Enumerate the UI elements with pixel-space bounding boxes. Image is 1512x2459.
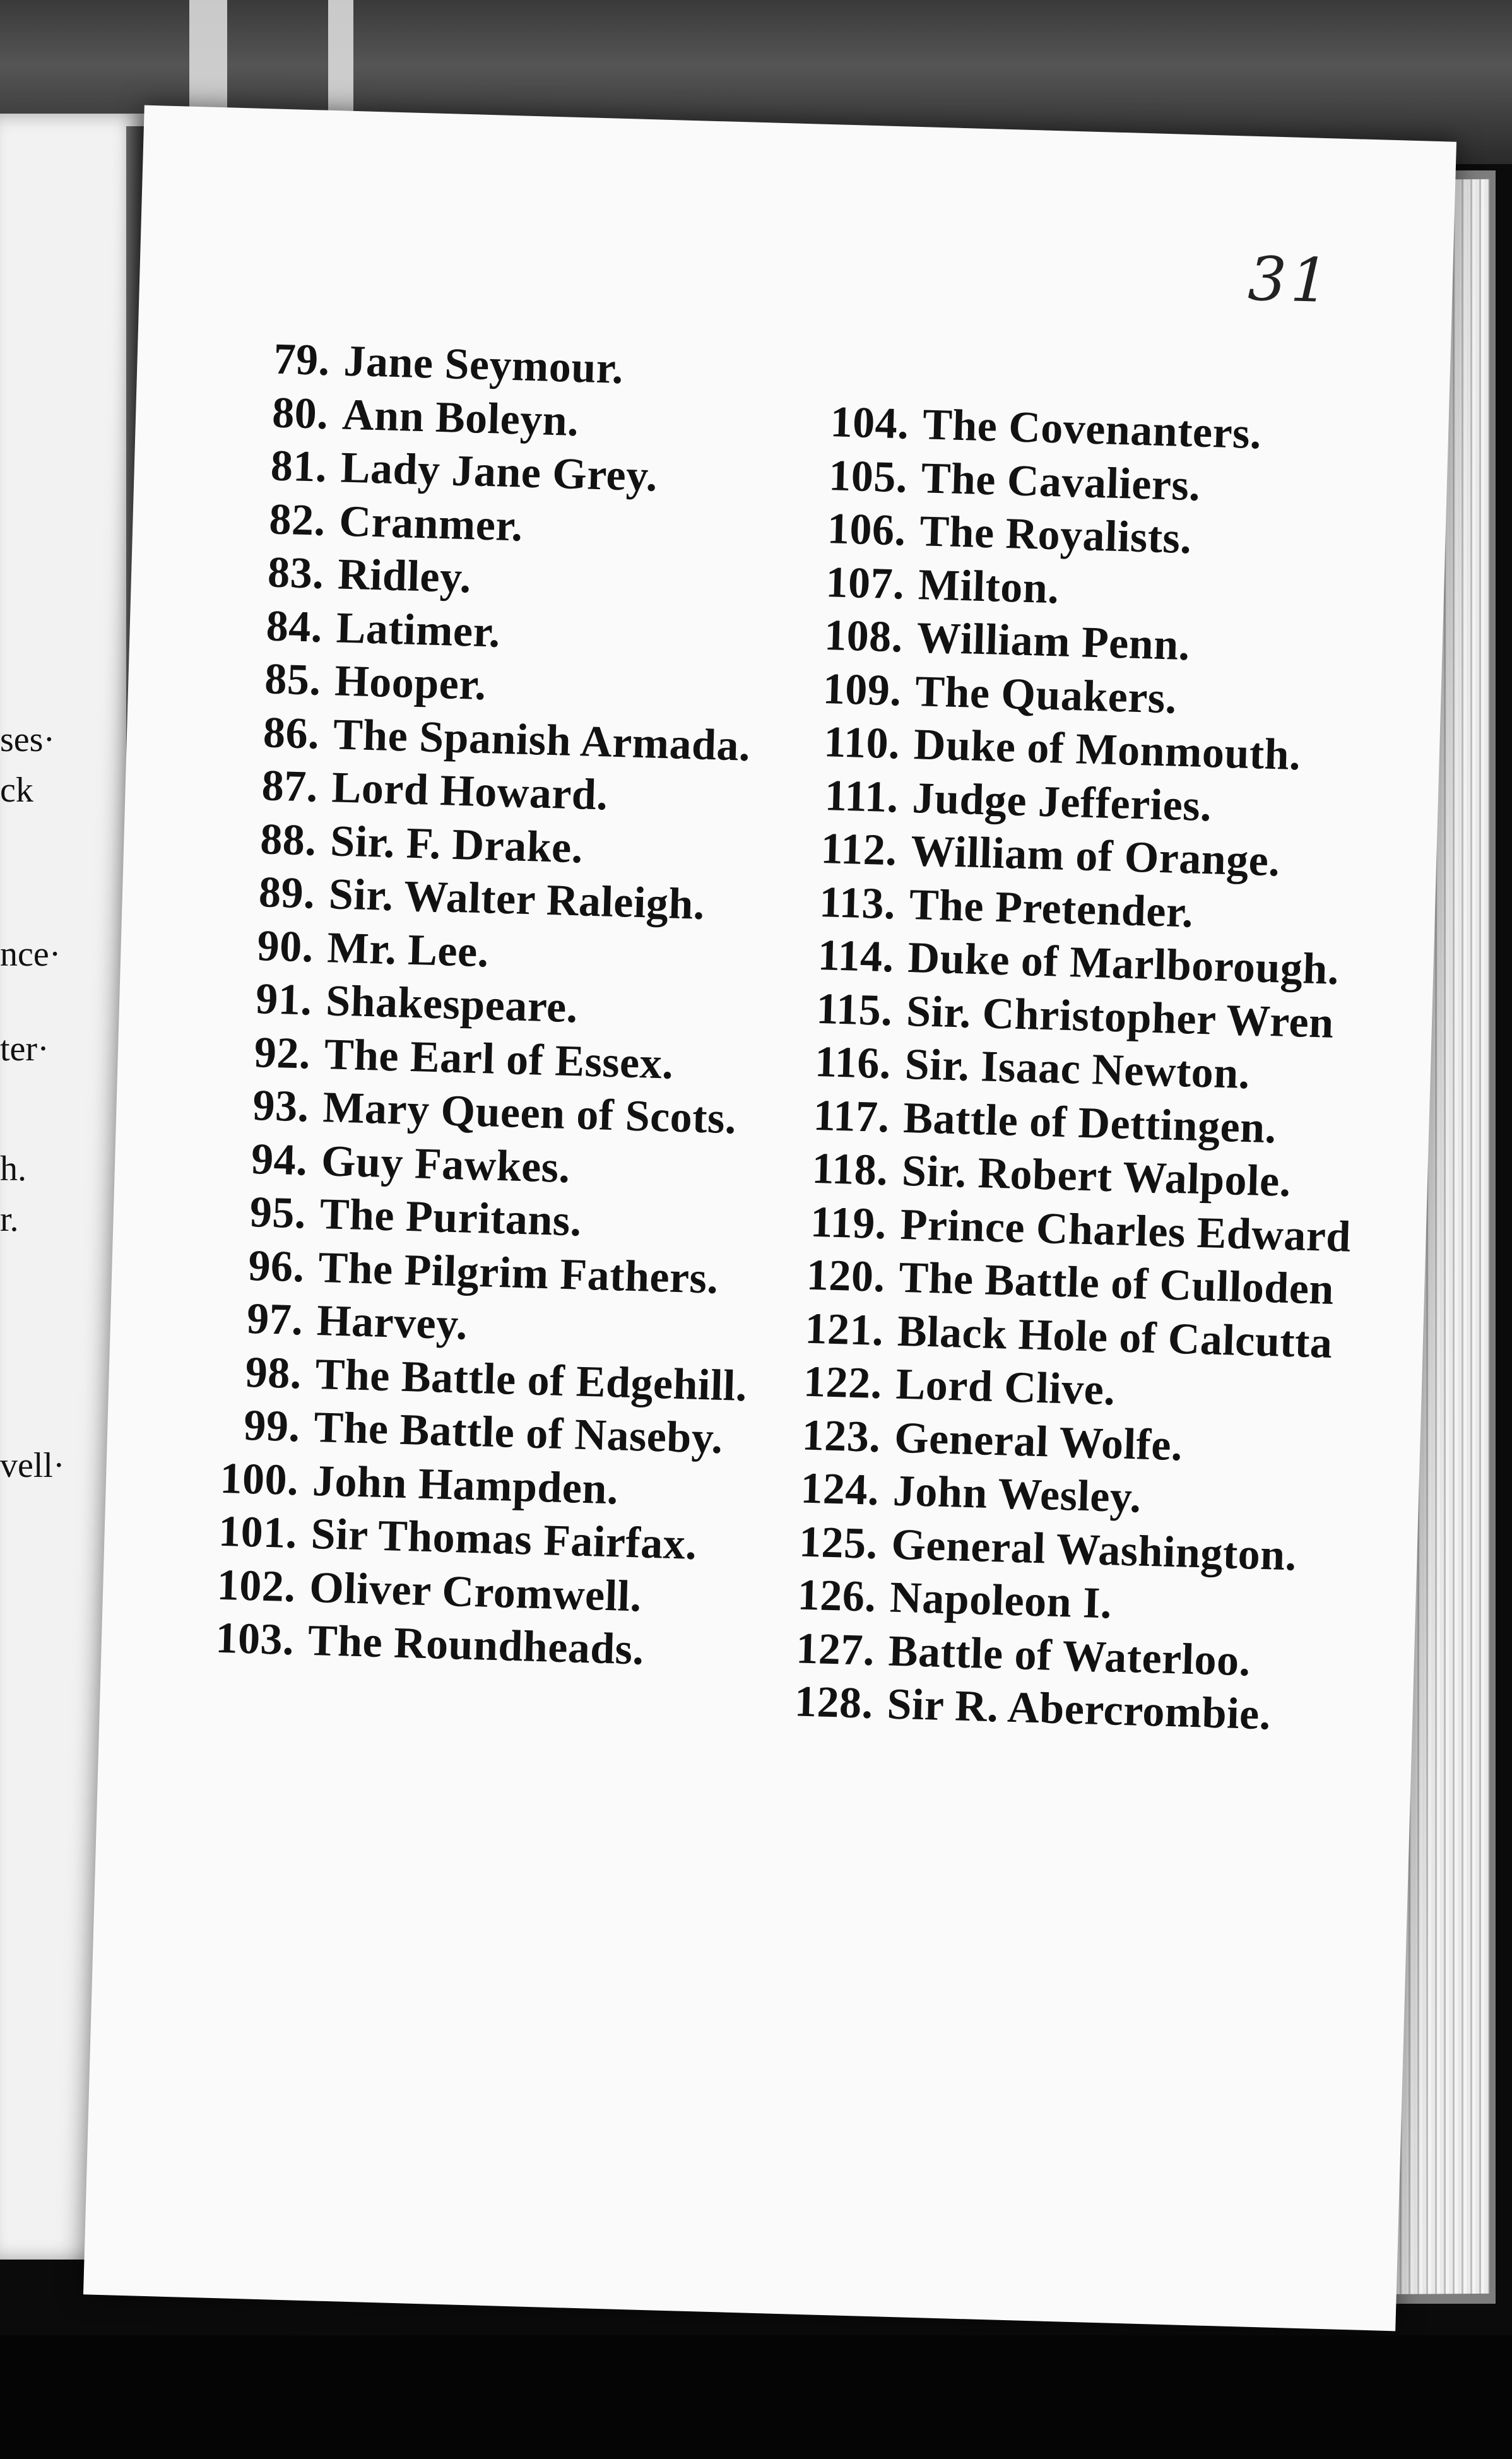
entry-text: Duke of Monmouth. <box>913 720 1302 780</box>
entry-text: John Hampden. <box>312 1456 619 1514</box>
entry-text: The Royalists. <box>919 507 1193 564</box>
entry-text: John Wesley. <box>892 1466 1142 1522</box>
entry-number: 123. <box>801 1411 882 1462</box>
entry-text: Ridley. <box>337 550 472 603</box>
entry-number: 127. <box>795 1623 876 1675</box>
entry-text: Ann Boleyn. <box>341 390 580 446</box>
entry-text: Sir. Robert Walpole. <box>901 1146 1292 1207</box>
entry-number: 103. <box>215 1613 295 1665</box>
entry-number: 85. <box>264 655 322 705</box>
page-number: 31 <box>1247 243 1334 317</box>
entry-number: 108. <box>824 611 904 662</box>
entry-text: The Roundheads. <box>307 1616 645 1674</box>
entry-text: Battle of Dettingen. <box>902 1093 1277 1152</box>
entry-text: Judge Jefferies. <box>911 773 1213 831</box>
entry-number: 118. <box>811 1144 889 1195</box>
entry-number: 126. <box>796 1570 877 1621</box>
entry-text: Napoleon I. <box>889 1573 1113 1628</box>
entry-text: The Battle of Culloden <box>898 1253 1335 1314</box>
entry-text: Black Hole of Calcutta <box>897 1307 1333 1368</box>
entry-text: Guy Fawkes. <box>321 1136 571 1192</box>
entry-text: Latimer. <box>335 603 501 657</box>
entry-number: 97. <box>246 1294 304 1345</box>
entry-text: Lady Jane Grey. <box>340 443 658 501</box>
entry-number: 91. <box>255 975 313 1025</box>
entry-text: Jane Seymour. <box>343 336 624 393</box>
left-page-fragment: ter· <box>0 1029 49 1069</box>
entry-column-right <box>743 394 1374 1744</box>
left-page-fragment: h. <box>0 1149 27 1188</box>
entry-number: 89. <box>258 868 316 918</box>
entry-text: Sir R. Abercrombie. <box>886 1680 1272 1739</box>
entry-number: 92. <box>253 1028 312 1079</box>
entry-number: 119. <box>810 1197 887 1248</box>
entry-number: 106. <box>826 504 907 555</box>
entry-text: The Quakers. <box>914 667 1178 723</box>
entry-text: The Earl of Essex. <box>323 1029 675 1089</box>
entry-number: 84. <box>265 601 323 652</box>
entry-text: Sir. Walter Raleigh. <box>328 870 706 929</box>
entry-number: 121. <box>804 1304 885 1355</box>
entry-number: 128. <box>794 1677 874 1728</box>
entry-text: Sir. F. Drake. <box>329 816 584 872</box>
entry-number: 125. <box>798 1517 878 1568</box>
entry-text: The Cavaliers. <box>920 453 1202 511</box>
entry-text: Battle of Waterloo. <box>887 1626 1251 1686</box>
entry-text: Hooper. <box>334 656 487 710</box>
entry-number: 115. <box>815 984 894 1035</box>
left-page-fragment: nce· <box>0 935 61 974</box>
entry-text: Sir Thomas Fairfax. <box>310 1509 698 1569</box>
entry-number: 110. <box>823 718 901 769</box>
entry-number: 95. <box>249 1188 307 1238</box>
left-page-fragment: vell· <box>0 1446 65 1485</box>
left-page-fragment: r. <box>0 1200 19 1239</box>
entry-number: 120. <box>805 1250 886 1302</box>
entry-text: Sir. Christopher Wren <box>906 987 1335 1048</box>
entry-text: Harvey. <box>316 1296 468 1349</box>
entry-number: 117. <box>812 1091 890 1142</box>
entry-number: 96. <box>247 1241 305 1291</box>
entry-number: 124. <box>800 1464 880 1515</box>
entry-number: 86. <box>263 708 321 759</box>
left-page-fragment: ses· <box>0 720 56 759</box>
entry-number: 102. <box>216 1560 297 1611</box>
entry-number: 93. <box>252 1081 310 1132</box>
entry-text: Shakespeare. <box>325 976 579 1033</box>
entry-text: Duke of Marlborough. <box>907 933 1340 995</box>
entry-text: William of Orange. <box>910 827 1281 886</box>
entry-text: Lord Clive. <box>895 1360 1116 1415</box>
entry-text: The Spanish Armada. <box>333 709 752 771</box>
entry-number: 109. <box>822 664 902 715</box>
entry-number: 104. <box>829 398 910 449</box>
entry-number: 114. <box>817 930 895 982</box>
entry-number: 90. <box>256 921 314 972</box>
entry-text: The Pilgrim Fathers. <box>317 1243 719 1303</box>
entry-number: 111. <box>824 771 899 822</box>
entry-number: 99. <box>243 1401 301 1452</box>
entry-text: Mr. Lee. <box>326 923 490 976</box>
entry-text: The Battle of Edgehill. <box>314 1349 748 1411</box>
entry-column-left <box>158 331 776 1680</box>
entry-number: 101. <box>218 1507 298 1558</box>
backdrop-bottom <box>0 2335 1512 2459</box>
entry-number: 83. <box>267 548 325 598</box>
entry-number: 112. <box>820 824 898 875</box>
entry-number: 81. <box>269 441 328 492</box>
entry-text: The Battle of Naseby. <box>313 1402 724 1464</box>
entry-number: 98. <box>244 1348 302 1398</box>
entry-number: 122. <box>803 1357 883 1409</box>
entry-text: General Washington. <box>890 1520 1297 1580</box>
entry-number: 105. <box>828 451 908 502</box>
right-page <box>83 105 1456 2332</box>
entry-text: William Penn. <box>916 613 1191 670</box>
entry-text: Milton. <box>918 560 1060 613</box>
entry-number: 107. <box>825 557 906 609</box>
left-page-fragment: ck <box>0 771 33 810</box>
entry-text: Oliver Cromwell. <box>309 1563 642 1621</box>
entry-number: 88. <box>259 814 317 865</box>
entry-text: Prince Charles Edward <box>899 1200 1352 1262</box>
entry-text: General Wolfe. <box>894 1413 1184 1470</box>
entry-number: 116. <box>814 1037 892 1089</box>
entry-text: Sir. Isaac Newton. <box>904 1040 1251 1099</box>
entry-text: Lord Howard. <box>331 763 609 820</box>
entry-number: 79. <box>273 335 331 385</box>
entry-text: Cranmer. <box>338 497 524 551</box>
entry-number: 100. <box>219 1454 300 1505</box>
entry-number: 113. <box>818 877 897 928</box>
entry-number: 80. <box>271 388 329 439</box>
entry-text: Mary Queen of Scots. <box>322 1083 737 1144</box>
entry-text: The Puritans. <box>319 1190 582 1246</box>
entry-number: 87. <box>261 761 319 812</box>
entry-text: The Pretender. <box>908 880 1195 937</box>
entry-number: 94. <box>251 1134 309 1185</box>
entry-number: 82. <box>268 494 326 545</box>
entry-text: The Covenanters. <box>922 400 1262 459</box>
